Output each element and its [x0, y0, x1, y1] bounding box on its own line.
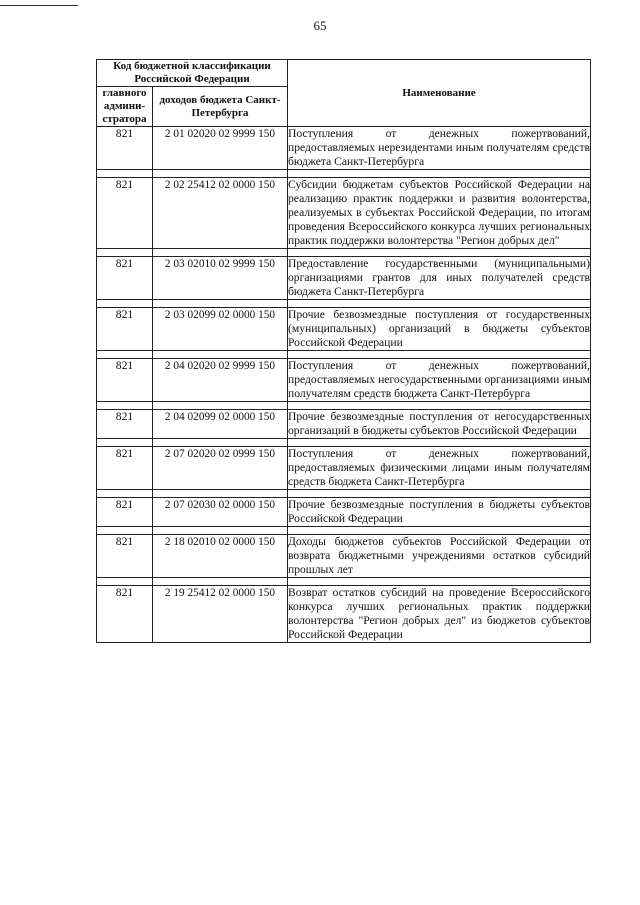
spacer-cell [153, 170, 288, 178]
spacer-cell [153, 439, 288, 447]
spacer-cell [97, 402, 153, 410]
income-code: 2 07 02020 02 0999 150 [153, 447, 288, 490]
admin-code: 821 [97, 586, 153, 643]
spacer-cell [153, 300, 288, 308]
admin-code: 821 [97, 127, 153, 170]
income-code: 2 03 02010 02 9999 150 [153, 257, 288, 300]
income-code: 2 01 02020 02 9999 150 [153, 127, 288, 170]
spacer-cell [153, 351, 288, 359]
table-row [97, 410, 591, 439]
header-income: доходов бюджета Санкт-Петербурга [153, 87, 288, 127]
spacer-cell [97, 300, 153, 308]
income-code: 2 18 02010 02 0000 150 [153, 535, 288, 578]
spacer-cell [153, 527, 288, 535]
table-row [97, 359, 591, 402]
income-name: Субсидии бюджетам субъектов Российской Федерации на реализацию практик поддержки и развития волонтерства, реализуемых в субъектах Российской Федерации, по итогам проведения Всероссийского конкурса лучших региональных практик поддержки волонтерства "Регион добрых дел" [288, 178, 590, 247]
table-row [97, 586, 591, 643]
admin-code: 821 [97, 498, 153, 527]
top-rule [0, 5, 78, 6]
table-row [97, 257, 591, 300]
table-row [97, 127, 591, 170]
income-name: Доходы бюджетов субъектов Российской Федерации от возврата бюджетными учреждениями остатков субсидий прошлых лет [288, 535, 590, 576]
admin-code: 821 [97, 359, 153, 402]
income-name: Прочие безвозмездные поступления от негосударственных организаций в бюджеты субъектов Российской Федерации [288, 410, 590, 437]
spacer-cell [153, 249, 288, 257]
spacer-cell [153, 578, 288, 586]
income-name: Возврат остатков субсидий на проведение Всероссийского конкурса лучших региональных практик поддержки волонтерства "Регион добрых дел" из бюджетов субъектов Российской Федерации [288, 586, 590, 641]
admin-code: 821 [97, 257, 153, 300]
spacer-cell [97, 490, 153, 498]
spacer-cell [288, 170, 591, 178]
row-spacer [97, 300, 591, 308]
budget-classification-table [96, 59, 591, 643]
spacer-cell [288, 490, 591, 498]
table-row [97, 447, 591, 490]
row-spacer [97, 170, 591, 178]
spacer-cell [97, 527, 153, 535]
header-name: Наименование [288, 60, 591, 127]
spacer-cell [288, 439, 591, 447]
header-budget-code: Код бюджетной классификации Российской Федерации [97, 60, 288, 87]
admin-code: 821 [97, 308, 153, 351]
admin-code: 821 [97, 447, 153, 490]
spacer-cell [97, 170, 153, 178]
income-name: Прочие безвозмездные поступления от государственных (муниципальных) организаций в бюджеты субъектов Российской Федерации [288, 308, 590, 349]
row-spacer [97, 351, 591, 359]
income-name: Поступления от денежных пожертвований, предоставляемых физическими лицами иным получателям средств бюджета Санкт-Петербурга [288, 447, 590, 488]
table-body [97, 127, 591, 643]
row-spacer [97, 490, 591, 498]
spacer-cell [153, 402, 288, 410]
spacer-cell [288, 527, 591, 535]
income-name: Прочие безвозмездные поступления в бюджеты субъектов Российской Федерации [288, 498, 590, 525]
income-code: 2 03 02099 02 0000 150 [153, 308, 288, 351]
income-code: 2 19 25412 02 0000 150 [153, 586, 288, 643]
row-spacer [97, 439, 591, 447]
spacer-cell [288, 578, 591, 586]
spacer-cell [97, 578, 153, 586]
row-spacer [97, 249, 591, 257]
income-name: Предоставление государственными (муниципальными) организациями грантов для иных получателей средств бюджета Санкт-Петербурга [288, 257, 590, 298]
table-row [97, 535, 591, 578]
page-number: 65 [313, 18, 327, 33]
spacer-cell [97, 351, 153, 359]
income-name: Поступления от денежных пожертвований, предоставляемых негосударственными организациями иным получателям средств бюджета Санкт-Петербурга [288, 359, 590, 400]
income-code: 2 07 02030 02 0000 150 [153, 498, 288, 527]
income-name: Поступления от денежных пожертвований, предоставляемых нерезидентами иным получателям средств бюджета Санкт-Петербурга [288, 127, 590, 168]
spacer-cell [288, 300, 591, 308]
row-spacer [97, 578, 591, 586]
spacer-cell [97, 249, 153, 257]
table-row [97, 178, 591, 249]
header-admin: главного админи-стратора [97, 87, 153, 127]
spacer-cell [288, 249, 591, 257]
spacer-cell [153, 490, 288, 498]
spacer-cell [97, 439, 153, 447]
income-code: 2 04 02099 02 0000 150 [153, 410, 288, 439]
spacer-cell [288, 402, 591, 410]
spacer-cell [288, 351, 591, 359]
admin-code: 821 [97, 535, 153, 578]
income-code: 2 02 25412 02 0000 150 [153, 178, 288, 249]
admin-code: 821 [97, 178, 153, 249]
row-spacer [97, 527, 591, 535]
income-code: 2 04 02020 02 9999 150 [153, 359, 288, 402]
admin-code: 821 [97, 410, 153, 439]
table-row [97, 308, 591, 351]
table-row [97, 498, 591, 527]
row-spacer [97, 402, 591, 410]
